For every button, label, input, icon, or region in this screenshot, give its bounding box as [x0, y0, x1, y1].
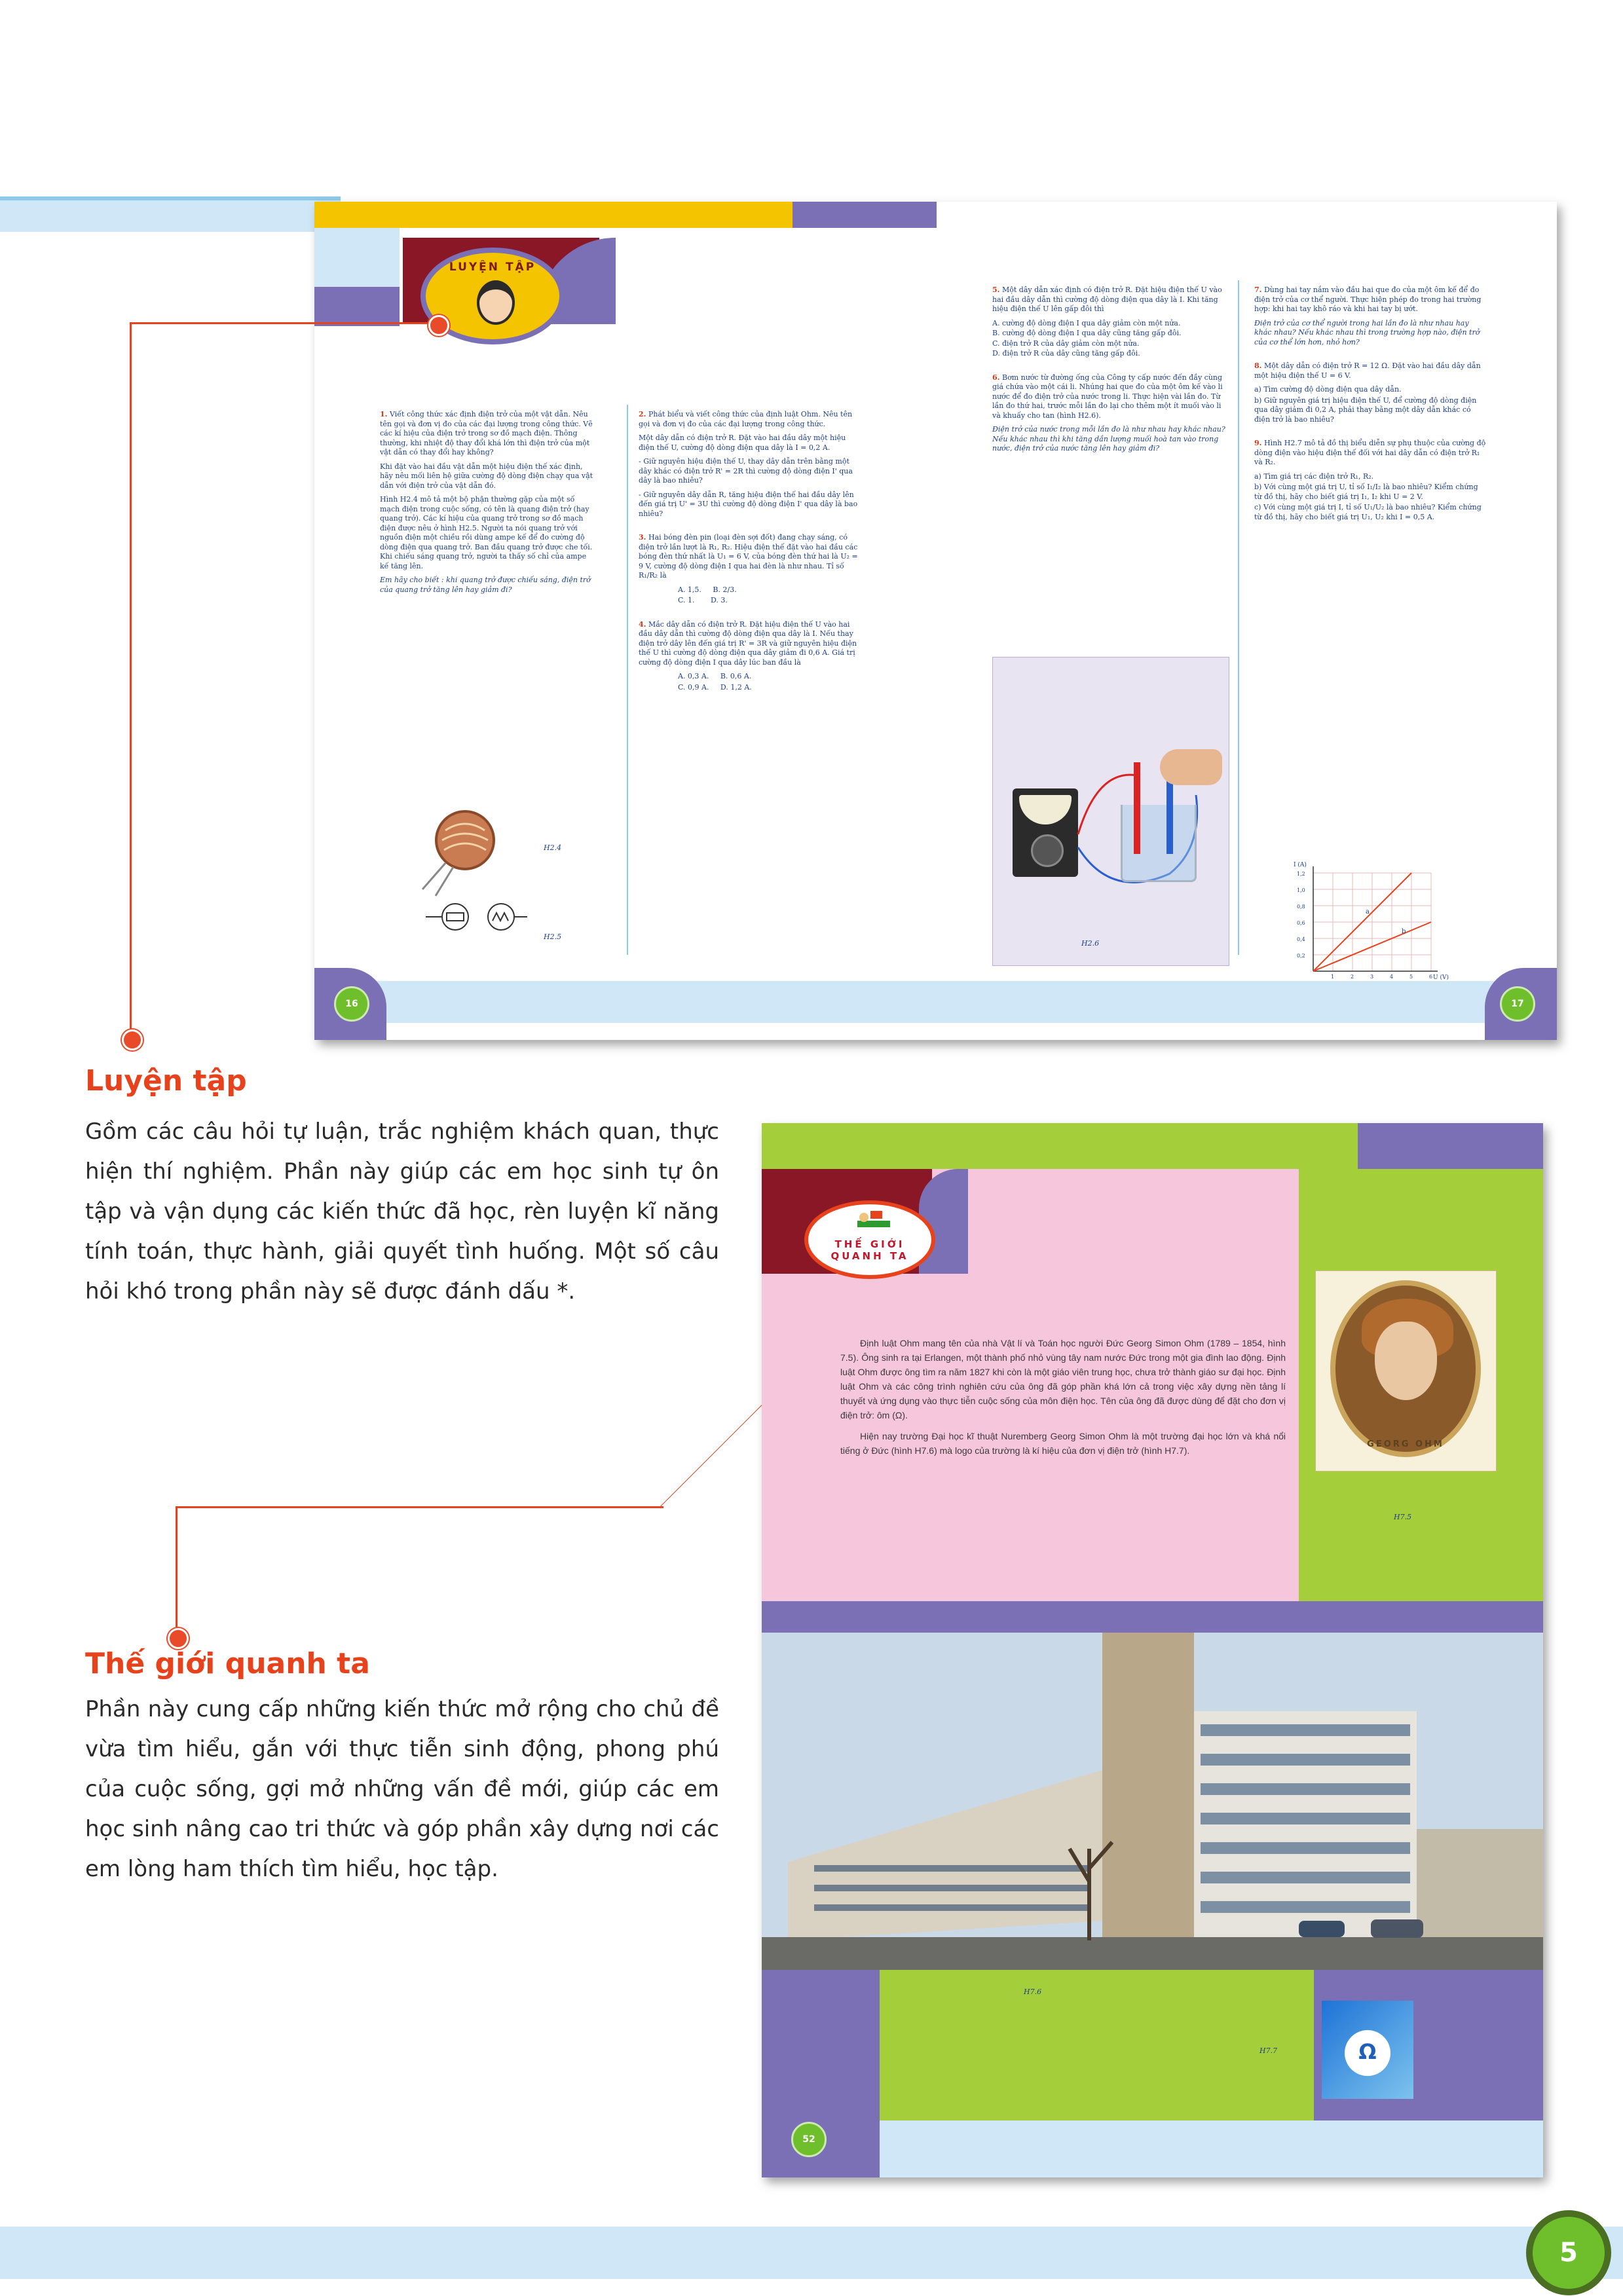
question-text: - Giữ nguyên hiệu điện thế U, thay dây dẫn trên bằng một dây khác có điện trở R' = 2R thì cường độ dòng điện I' qua dây là bao nhiêu? — [639, 457, 853, 485]
article-paragraph: Định luật Ohm mang tên của nhà Vật lí và Toán học người Đức Georg Simon Ohm (1789 – 1854, hình 7.5). Ông sinh ra tại Erlangen, một thành phố nhỏ vùng tây nam nước Đức trong một gia đình lao động. Định luật Ohm được ông tìm ra năm 1827 khi còn là một giáo viên trung học, chưa trở thành giáo sư đại học. Định luật Ohm và các công trình nghiên cứu của ông đã góp phần khá lớn cả trong việc xây dựng nền tảng lí thuyết và ứng dụng vào thực tiễn cuộc sống của môn điện học. Tên của ông đã được dùng để đặt cho đơn vị điện trở: ôm (Ω). — [840, 1338, 1286, 1420]
question-number: 5. — [992, 286, 1000, 294]
x-tick: 2 — [1351, 974, 1354, 980]
connector-line — [176, 1506, 177, 1637]
meter-knob — [1031, 834, 1064, 867]
top-decorative-band — [0, 196, 341, 232]
connector-line — [130, 322, 132, 1038]
answer-option: D. điện trở R của dây cũng tăng gấp đôi. — [992, 349, 1140, 358]
line-a-label: a — [1366, 908, 1370, 916]
question-number: 4. — [639, 620, 646, 629]
question-text: - Giữ nguyên dây dẫn R, tăng hiệu điện thế hai đầu dây lên đến giá trị U' = 3U thì cường độ dòng điện I' qua dây là bao nhiêu? — [639, 490, 858, 518]
ohm-article — [840, 1336, 1286, 1464]
x-tick: 6 — [1429, 974, 1433, 980]
answer-option: A. cường độ dòng điện I qua dây giảm còn một nửa. — [992, 318, 1181, 327]
question-text: Bơm nước từ đường ống của Công ty cấp nước đến đầy cùng giá chứa vào một cái li. Nhúng hai que đo của một ôm kế vào li nước để đo điện trở của nước trong li. Thực hiện vài lần đo. Từ lần đo thứ hai, trước mỗi lần đo lại cho thêm một ít muối vào li và khuấy cho tan (hình H2.6). — [992, 373, 1223, 420]
university-building-photo — [762, 1633, 1543, 1970]
question-text: Một dây dẫn xác định có điện trở R. Đặt hiệu điện thế U vào hai đầu dây dẫn thì cường độ dòng điện qua dây là I. Khi tăng hiệu điện thế U lên gấp đôi thì — [992, 286, 1222, 313]
question-text: Dùng hai tay nắm vào đầu hai que đo của một ôm kế để đo điện trở của cơ thể người. Thực hiện phép đo trong hai trường hợp: khi hai tay khô ráo và khi hai tay bị ướt. — [1254, 286, 1482, 313]
question-number: 7. — [1254, 286, 1262, 294]
x-tick: 3 — [1370, 974, 1374, 980]
question-italic-prompt: Điện trở của nước trong mỗi lần đo là như nhau hay khác nhau? Nếu khác nhau thì khi tăng dần lượng muối hoà tan vào trong nước, điện trở của nước tăng lên hay giảm đi? — [992, 425, 1225, 453]
header-green-bar — [762, 1123, 1358, 1169]
page-gutter — [901, 405, 902, 955]
luyen-tap-spread-preview — [314, 202, 1557, 1040]
page-number-left: 16 — [334, 986, 369, 1022]
y-tick: 0,8 — [1297, 904, 1305, 910]
the-gioi-heading: Thế giới quanh ta — [85, 1647, 370, 1680]
figure-caption-h2-4: H2.4 — [544, 843, 562, 852]
question-number: 9. — [1254, 439, 1262, 447]
ohmmeter-icon — [1013, 788, 1078, 877]
question-text: b) Giữ nguyên giá trị hiệu điện thế U, để cường độ dòng điện qua dây giảm đi 0,2 A, phải thay bằng một dây dẫn khác có điện trở là bao nhiêu? — [1254, 396, 1477, 424]
question-italic-prompt: Điện trở của cơ thể người trong hai lần đo là như nhau hay khác nhau? Nếu khác nhau thì trong trường hợp nào, điện trở của cơ thể lớn hơn, nhỏ hơn? — [1254, 318, 1480, 346]
question-text: Một dây dẫn có điện trở R. Đặt vào hai đầu dây một hiệu điện thế U, cường độ dòng điện qua dây là I = 0,2 A. — [639, 434, 846, 452]
luyen-tap-description: Gồm các câu hỏi tự luận, trắc nghiệm khách quan, thực hiện thí nghiệm. Phần này giúp các em học sinh tự ôn tập và vận dụng các kiến thức đã học, rèn luyện kĩ năng tính toán, thực hành, giải quyết tình huống. Một số câu hỏi khó trong phần này sẽ được đánh dấu *. — [85, 1119, 719, 1305]
building-illustration — [762, 1633, 1543, 1970]
georg-ohm-portrait — [1315, 1270, 1497, 1472]
x-tick: 1 — [1331, 974, 1335, 980]
question-text: Phát biểu và viết công thức của định luật Ohm. Nêu tên gọi và đơn vị đo của các đại lượng trong công thức. — [639, 410, 853, 428]
photoresistor-symbol-icon — [426, 904, 527, 930]
portrait-frame — [1330, 1280, 1481, 1457]
the-gioi-description: Phần này cung cấp những kiến thức mở rộng cho chủ đề vừa tìm hiểu, gắn với thực tiễn sinh động, phong phú của cuộc sống, gợi mở những vấn đề mới, giúp các em học sinh nâng cao tri thức và góp phần xây dựng nơi các em lòng ham thích tìm hiểu, học tập. — [85, 1696, 719, 1882]
figure-caption-h2-6: H2.6 — [1081, 939, 1100, 948]
question-column-2 — [639, 410, 861, 697]
portrait-label: GEORG OHM — [1367, 1439, 1444, 1449]
the-gioi-badge — [804, 1200, 935, 1279]
question-column-1 — [380, 410, 596, 599]
experiment-figure-h2-6 — [992, 657, 1229, 966]
question-text: Một dây dẫn có điện trở R = 12 Ω. Đặt vào hai đầu dây dẫn một hiệu điện thế U = 6 V. — [1254, 361, 1481, 380]
answer-options: A. 1,5. B. 2/3. — [678, 585, 737, 594]
question-text: a) Tìm giá trị các điện trở R₁, R₂. — [1254, 472, 1374, 481]
column-divider — [1238, 280, 1239, 955]
ohm-logo-icon: Ω — [1345, 2030, 1390, 2076]
the-gioi-badge-label: THẾ GIỚI QUANH TA — [830, 1238, 909, 1262]
figure-caption-h7-6: H7.6 — [1024, 1988, 1042, 1996]
connector-dot — [122, 1029, 143, 1050]
the-gioi-quanh-ta-page-preview — [762, 1123, 1543, 2177]
y-tick: 0,6 — [1297, 920, 1305, 926]
figure-caption-h7-7: H7.7 — [1259, 2046, 1278, 2055]
question-text: c) Với cùng một giá trị I, tỉ số U₁/U₂ là bao nhiêu? Kiểm chứng từ đồ thị, hãy cho biết giá trị U₁, U₂ khi I = 0,5 A. — [1254, 503, 1482, 521]
answer-options: C. 0,9 A. D. 1,2 A. — [678, 682, 752, 692]
graph-xlabel: U (V) — [1433, 974, 1449, 981]
red-probe-icon — [1134, 762, 1140, 854]
y-tick: 0,4 — [1297, 936, 1305, 942]
university-logo — [1322, 2001, 1413, 2099]
answer-options: C. 1. D. 3. — [678, 596, 728, 604]
y-tick: 1,0 — [1297, 887, 1305, 893]
page-number: 52 — [791, 2122, 827, 2157]
header-yellow-bar — [314, 202, 793, 228]
header-lightblue-block — [314, 228, 400, 287]
luyen-tap-badge-label: LUYỆN TẬP — [449, 261, 536, 274]
question-number: 8. — [1254, 361, 1262, 370]
footer-band — [314, 981, 1557, 1023]
luyen-tap-heading: Luyện tập — [85, 1064, 247, 1098]
question-number: 6. — [992, 373, 1000, 382]
question-column-4 — [1254, 286, 1487, 527]
answer-option: C. điện trở R của dây giảm còn một nửa. — [992, 339, 1140, 348]
header-purple-bar — [793, 202, 937, 228]
question-text: Mắc dây dẫn có điện trở R. Đặt hiệu điện thế U vào hai đầu dây dẫn thì cường độ dòng điện qua dây là I. Nếu thay điện trở dây lên đến giá trị R' = 3R và giữ nguyên hiệu điện thế U thì cường độ dòng điện qua dây giảm đi 0,6 A. Giá trị cường độ dòng điện I qua dây lúc ban đầu là — [639, 620, 857, 667]
connector-line — [130, 322, 438, 324]
reading-child-icon — [854, 1208, 893, 1234]
question-text: Viết công thức xác định điện trở của một vật dẫn. Nêu tên gọi và đơn vị đo của các đại lượng trong công thức. Vẽ các kí hiệu của điện trở trong sơ đồ mạch điện. Thông thường, khi nhiệt độ thay đổi khá lớn thì điện trở của một vật dẫn có thay đổi hay không? — [380, 410, 593, 456]
beaker-icon — [1121, 805, 1197, 882]
header-purple-block — [314, 287, 400, 326]
header-purple-bar — [1358, 1123, 1543, 1169]
figure-caption-h2-5: H2.5 — [544, 933, 562, 941]
photoresistor-icon — [422, 811, 494, 896]
purple-divider-band — [762, 1601, 1543, 1633]
line-b-label: b — [1402, 928, 1406, 935]
connector-dot — [168, 1628, 189, 1649]
page-footer-band — [0, 2227, 1623, 2279]
y-tick: 1,2 — [1297, 871, 1305, 877]
question-text: b) Với cùng một giá trị U, tỉ số I₁/I₂ là bao nhiêu? Kiểm chứng từ đồ thị, hãy cho biết giá trị I₁, I₂ khi U = 2 V. — [1254, 483, 1478, 501]
connector-dot — [428, 315, 449, 336]
connector-line — [176, 1506, 663, 1508]
question-number: 3. — [639, 533, 646, 542]
graph-ylabel: I (A) — [1294, 862, 1307, 868]
photoresistor-figure — [413, 804, 596, 935]
page-number-badge: 5 — [1526, 2210, 1611, 2295]
question-text: Khi đặt vào hai đầu vật dẫn một hiệu điện thế xác định, hãy nêu mối liên hệ giữa cường độ dòng điện chạy qua vật dẫn với điện trở của vật dẫn đó. — [380, 462, 593, 490]
article-paragraph: Hiện nay trường Đại học kĩ thuật Nuremberg Georg Simon Ohm là một trường đại học lớn và khá nổi tiếng ở Đức (hình H7.6) mà logo của trường là kí hiệu của đơn vị điện trở (hình H7.7). — [840, 1431, 1286, 1456]
portrait-face — [1375, 1322, 1437, 1400]
iv-graph-h2-7 — [1294, 860, 1454, 988]
x-tick: 4 — [1390, 974, 1394, 980]
question-text: a) Tìm cường độ dòng điện qua dây dẫn. — [1254, 385, 1402, 394]
question-text: Hình H2.7 mô tả đồ thị biểu diễn sự phụ thuộc của cường độ dòng điện vào hiệu điện thế đối với hai dây dẫn có điện trở R₁ và R₂. — [1254, 439, 1486, 466]
column-divider — [627, 405, 628, 955]
student-mascot-icon — [477, 280, 515, 325]
footer-lightblue-band — [880, 2120, 1543, 2177]
question-italic-prompt: Em hãy cho biết : khi quang trở được chiếu sáng, điện trở của quang trở tăng lên hay giảm đi? — [380, 576, 591, 594]
page-number-right: 17 — [1500, 986, 1535, 1022]
x-tick: 5 — [1409, 974, 1413, 980]
hand-icon — [1160, 749, 1222, 785]
answer-options: A. 0,3 A. B. 0,6 A. — [678, 672, 752, 680]
y-tick: 0,2 — [1297, 953, 1305, 959]
question-column-3 — [992, 286, 1228, 458]
question-number: 2. — [639, 410, 646, 418]
question-text: Hình H2.4 mô tả một bộ phận thường gặp của một số mạch điện trong cuộc sống, có tên là quang điện trở (hay quang trở). Các kí hiệu của quang trở trong sơ đồ mạch điện được nêu ở hình H2.5. Người ta nói quang trở với nguồn điện một chiều rồi dùng ampe kế để đo cường độ dòng điện qua quang trở. Ban đầu quang trở được che tối. Khi chiếu sáng quang trở, người ta thấy số chỉ của ampe kế tăng lên. — [380, 495, 593, 570]
question-text: Hai bóng đèn pin (loại đèn sợi đốt) đang chạy sáng, có điện trở lần lượt là R₁, R₂. Hiệu điện thế đặt vào hai đầu các bóng đèn thứ nhất là U₁ = 6 V, của bóng đèn thứ hai là U₂ = 9 V, cường độ dòng điện I qua hai đèn là như nhau. Tỉ số R₁/R₂ là — [639, 533, 858, 580]
answer-option: B. cường độ dòng điện I qua dây cũng tăng gấp đôi. — [992, 329, 1182, 337]
question-number: 1. — [380, 410, 388, 418]
figure-caption-h7-5: H7.5 — [1394, 1513, 1412, 1521]
meter-dial — [1019, 795, 1072, 824]
